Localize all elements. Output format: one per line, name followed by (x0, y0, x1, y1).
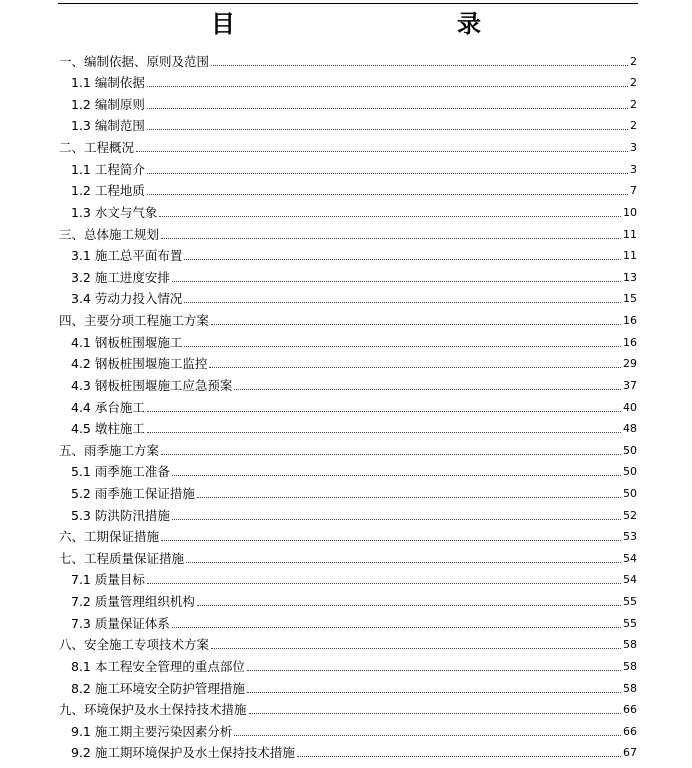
toc-entry-label: 1.2 工程地质 (71, 183, 145, 199)
toc-entry-label: 9.1 施工期主要污染因素分析 (71, 723, 233, 739)
dot-leader (136, 151, 628, 152)
toc-entry-page: 50 (623, 443, 637, 457)
toc-entry[interactable] (71, 158, 637, 180)
toc-entry-page: 3 (630, 141, 637, 155)
toc-entry-label: 二、工程概况 (59, 140, 135, 156)
dot-leader (161, 238, 621, 239)
dot-leader (209, 367, 621, 368)
dot-leader (297, 756, 621, 757)
dot-leader (172, 519, 621, 520)
toc-entry-page: 16 (623, 314, 637, 328)
toc-entry-label: 7.1 质量目标 (71, 572, 145, 588)
toc-entry-label: 七、工程质量保证措施 (59, 550, 185, 566)
toc-entry-label: 4.1 钢板桩围堰施工 (71, 334, 183, 350)
toc-entry-label: 4.4 承台施工 (71, 399, 145, 415)
toc-entry-page: 58 (623, 638, 637, 652)
toc-entry[interactable] (71, 266, 637, 288)
toc-entry-page: 52 (623, 508, 637, 522)
dot-leader (147, 173, 628, 174)
toc-entry-page: 50 (623, 465, 637, 479)
toc-entry[interactable] (71, 245, 637, 267)
dot-leader (172, 627, 621, 628)
toc-entry-page: 2 (630, 97, 637, 111)
toc-entry-label: 五、雨季施工方案 (59, 442, 160, 458)
toc-entry[interactable] (71, 115, 637, 137)
toc-entry-label: 1.2 编制原则 (71, 96, 145, 112)
toc-entry-page: 40 (623, 400, 637, 414)
toc-entry[interactable] (59, 547, 637, 569)
dot-leader (172, 475, 621, 476)
toc-entry-label: 5.2 雨季施工保证措施 (71, 485, 195, 501)
dot-leader (247, 670, 621, 671)
toc-entry-label: 3.2 施工进度安排 (71, 269, 170, 285)
toc-entry-page: 53 (623, 530, 637, 544)
toc-entry[interactable] (71, 591, 637, 613)
dot-leader (161, 540, 621, 541)
toc-entry[interactable] (71, 288, 637, 310)
toc-entry[interactable] (71, 504, 637, 526)
toc-entry[interactable] (71, 201, 637, 223)
toc-entry[interactable] (71, 677, 637, 699)
toc-entry-page: 15 (623, 292, 637, 306)
toc-entry-page: 10 (623, 205, 637, 219)
toc-entry-page: 66 (623, 703, 637, 717)
toc-entry[interactable] (71, 72, 637, 94)
toc-entry[interactable] (71, 655, 637, 677)
toc-entry[interactable] (71, 180, 637, 202)
toc-entry-page: 67 (623, 746, 637, 760)
toc-entry-label: 3.4 劳动力投入情况 (71, 291, 183, 307)
toc-entry-page: 54 (623, 573, 637, 587)
dot-leader (234, 389, 621, 390)
toc-entry-label: 5.3 防洪防汛措施 (71, 507, 170, 523)
toc-entry[interactable] (71, 353, 637, 375)
dot-leader (249, 713, 621, 714)
dot-leader (211, 324, 621, 325)
dot-leader (197, 605, 621, 606)
dot-leader (184, 259, 621, 260)
toc-entry-page: 29 (623, 357, 637, 371)
toc-entry-label: 7.3 质量保证体系 (71, 615, 170, 631)
toc-entry-label: 5.1 雨季施工准备 (71, 464, 170, 480)
toc-entry-label: 三、总体施工规划 (59, 226, 160, 242)
toc-entry-page: 16 (623, 335, 637, 349)
dot-leader (159, 216, 621, 217)
dot-leader (147, 411, 621, 412)
dot-leader (147, 129, 628, 130)
toc-entry-label: 7.2 质量管理组织机构 (71, 594, 195, 610)
toc-entry-page: 11 (623, 249, 637, 263)
dot-leader (147, 583, 621, 584)
toc-entry[interactable] (59, 699, 637, 721)
toc-entry[interactable] (71, 374, 637, 396)
toc-entry[interactable] (71, 93, 637, 115)
dot-leader (211, 65, 628, 66)
toc-entry-label: 六、工期保证措施 (59, 529, 160, 545)
toc-entry-page: 11 (623, 227, 637, 241)
toc-entry[interactable] (59, 223, 637, 245)
toc-entry[interactable] (59, 439, 637, 461)
toc-entry[interactable] (59, 50, 637, 72)
toc-entry-label: 1.3 水文与气象 (71, 204, 158, 220)
dot-leader (184, 346, 621, 347)
toc-entry-label: 4.5 墩柱施工 (71, 421, 145, 437)
toc-entry-label: 一、编制依据、原则及范围 (59, 53, 210, 69)
toc-entry-page: 50 (623, 486, 637, 500)
toc-entry[interactable] (71, 482, 637, 504)
toc-entry-label: 8.2 施工环境安全防护管理措施 (71, 680, 245, 696)
toc-entry[interactable] (59, 526, 637, 548)
toc-entry-page: 3 (630, 162, 637, 176)
toc-entry-page: 2 (630, 119, 637, 133)
dot-leader (147, 194, 628, 195)
toc-entry-page: 2 (630, 54, 637, 68)
toc-entry[interactable] (59, 136, 637, 158)
toc-entry-label: 1.1 编制依据 (71, 75, 145, 91)
toc-entry[interactable] (59, 634, 637, 656)
toc-entry-page: 7 (630, 184, 637, 198)
dot-leader (197, 497, 621, 498)
toc-entry[interactable] (71, 331, 637, 353)
toc-entry-page: 2 (630, 76, 637, 90)
dot-leader (211, 648, 621, 649)
toc-entry-label: 8.1 本工程安全管理的重点部位 (71, 658, 245, 674)
toc-title: 目 录 (211, 9, 539, 38)
dot-leader (147, 86, 628, 87)
toc-entry[interactable] (59, 309, 637, 331)
toc-entry-label: 1.1 工程简介 (71, 161, 145, 177)
toc-entry-page: 58 (623, 681, 637, 695)
toc-entry[interactable] (71, 418, 637, 440)
toc-entry-label: 四、主要分项工程施工方案 (59, 313, 210, 329)
dot-leader (247, 692, 621, 693)
toc-entry-label: 4.2 钢板桩围堰施工监控 (71, 356, 208, 372)
toc-entry[interactable] (71, 569, 637, 591)
toc-entry-label: 九、环境保护及水土保持技术措施 (59, 702, 247, 718)
toc-entry-page: 54 (623, 551, 637, 565)
toc-entry-label: 9.2 施工期环境保护及水土保持技术措施 (71, 745, 295, 761)
toc-entry-label: 八、安全施工专项技术方案 (59, 637, 210, 653)
toc-entry[interactable] (71, 720, 637, 742)
dot-leader (172, 281, 621, 282)
dot-leader (147, 432, 621, 433)
toc-entry[interactable] (71, 396, 637, 418)
dot-leader (186, 562, 621, 563)
toc-entry-label: 1.3 编制范围 (71, 118, 145, 134)
dot-leader (147, 108, 628, 109)
toc-entry-page: 58 (623, 659, 637, 673)
toc-entry-page: 13 (623, 270, 637, 284)
toc-entry-page: 66 (623, 724, 637, 738)
toc-entry-page: 55 (623, 595, 637, 609)
toc-entry[interactable] (71, 461, 637, 483)
dot-leader (184, 302, 621, 303)
toc-entry[interactable] (71, 742, 637, 764)
dot-leader (161, 454, 621, 455)
toc-entry-label: 3.1 施工总平面布置 (71, 248, 183, 264)
toc-entry-page: 37 (623, 378, 637, 392)
dot-leader (234, 735, 621, 736)
top-rule (58, 3, 638, 4)
toc-entry-label: 4.3 钢板桩围堰施工应急预案 (71, 377, 233, 393)
toc-entry[interactable] (71, 612, 637, 634)
toc-entry-page: 55 (623, 616, 637, 630)
toc-entry-page: 48 (623, 422, 637, 436)
